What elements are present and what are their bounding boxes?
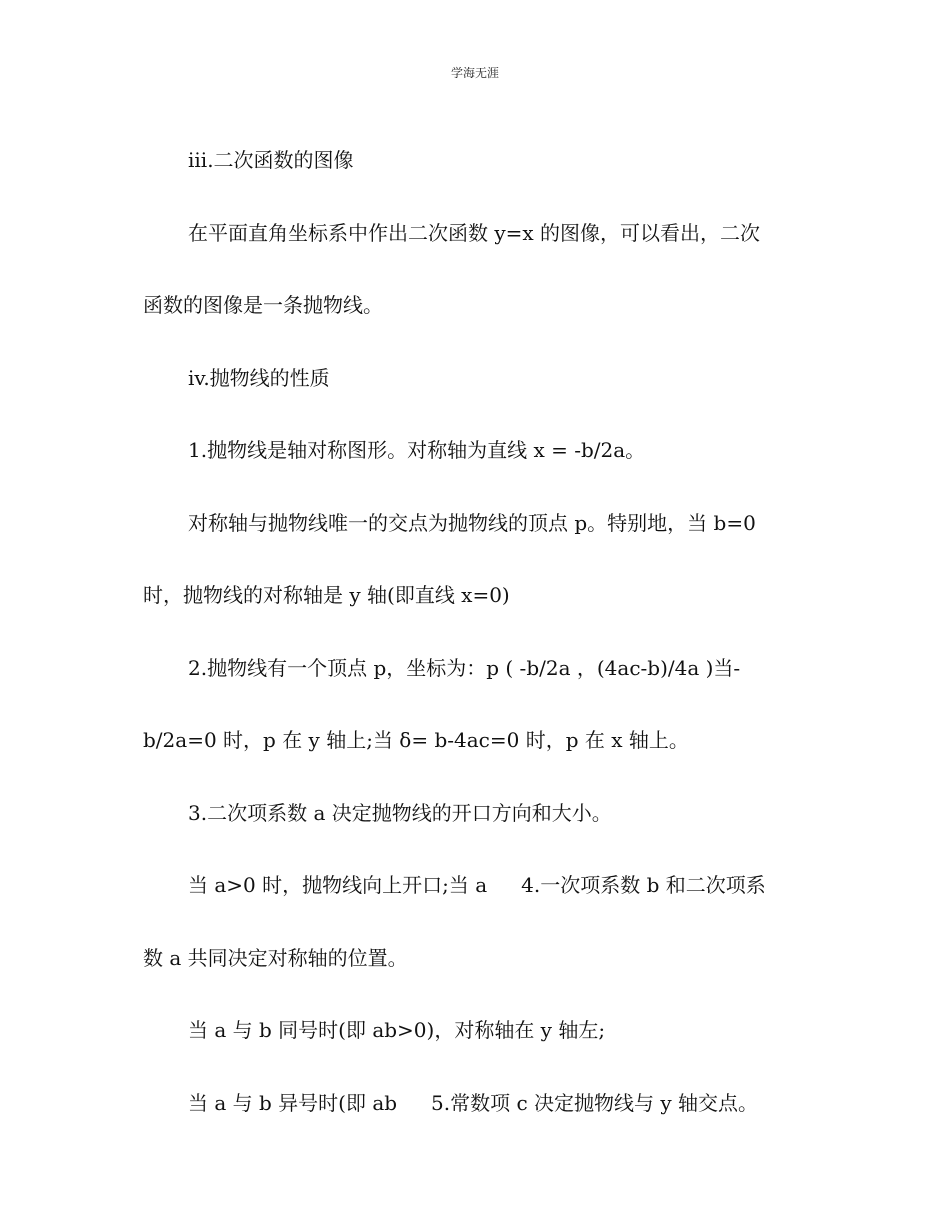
paragraph-line: 3.二次项系数 a 决定抛物线的开口方向和大小。 bbox=[188, 800, 612, 825]
paragraph-line: 当 a 与 b 同号时(即 ab>0)，对称轴在 y 轴左; bbox=[188, 1018, 606, 1042]
paragraph-line: 在平面直角坐标系中作出二次函数 y=x 的图像，可以看出，二次 bbox=[188, 220, 761, 245]
document-body bbox=[143, 124, 803, 1139]
text-fragment: 4.一次项系数 b 和二次项系 bbox=[521, 873, 766, 897]
section-heading-properties: iv.抛物线的性质 bbox=[188, 365, 330, 390]
text-fragment: 5.常数项 c 决定抛物线与 y 轴交点。 bbox=[431, 1090, 759, 1115]
paragraph-line: 2.抛物线有一个顶点 p，坐标为：p ( -b/2a ，(4ac-b)/4a )当- bbox=[188, 655, 741, 680]
paragraph-line: 函数的图像是一条抛物线。 bbox=[143, 293, 383, 317]
section-heading-graph: iii.二次函数的图像 bbox=[188, 148, 354, 172]
paragraph-line: 数 a 共同决定对称轴的位置。 bbox=[143, 945, 408, 970]
paragraph-line: 时，抛物线的对称轴是 y 轴(即直线 x=0) bbox=[143, 583, 510, 607]
paragraph-line: 1.抛物线是轴对称图形。对称轴为直线 x = -b/2a。 bbox=[188, 438, 646, 462]
text-fragment: 当 a>0 时，抛物线向上开口;当 a bbox=[188, 873, 488, 897]
text-fragment: 当 a 与 b 异号时(即 ab bbox=[188, 1090, 398, 1115]
paragraph-line: 对称轴与抛物线唯一的交点为抛物线的顶点 p。特别地，当 b=0 bbox=[188, 510, 756, 535]
paragraph-line bbox=[143, 849, 803, 922]
paragraph-line: b/2a=0 时，p 在 y 轴上;当 δ= b-4ac=0 时，p 在 x 轴上。 bbox=[143, 728, 689, 752]
paragraph-line bbox=[143, 1067, 803, 1140]
page-header: 学海无涯 bbox=[450, 66, 499, 80]
